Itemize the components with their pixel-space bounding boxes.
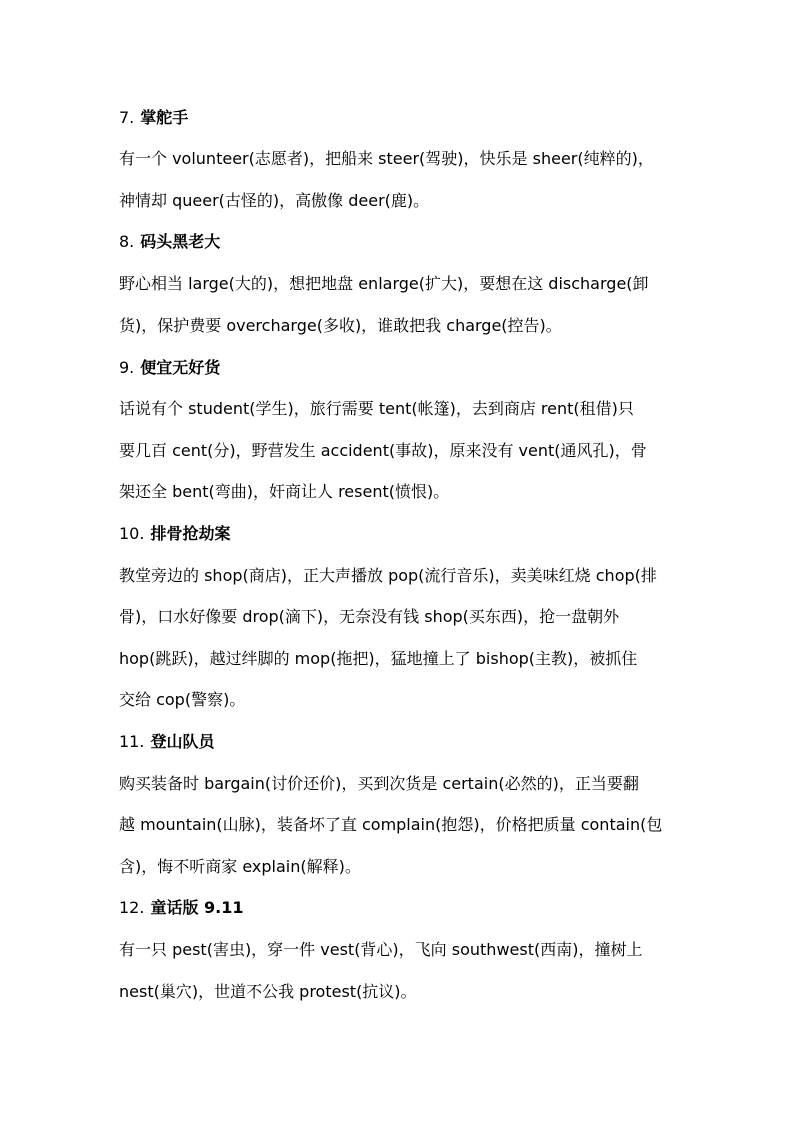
paragraph-line: 有一个 volunteer(志愿者)，把船来 steer(驾驶)，快乐是 sheer(纯粹的)， — [119, 149, 654, 168]
section-number: 10. — [119, 524, 145, 543]
paragraph-line: 话说有个 student(学生)，旅行需要 tent(帐篷)，去到商店 rent(租借)只 — [119, 399, 634, 418]
section-12-title — [119, 897, 244, 919]
paragraph-line: 越 mountain(山脉)，装备坏了直 complain(抱怨)，价格把质量 contain(包 — [119, 815, 663, 834]
section-number: 9. — [119, 358, 135, 377]
paragraph-line: 野心相当 large(大的)，想把地盘 enlarge(扩大)，要想在这 discharge(卸 — [119, 274, 649, 293]
paragraph-line: 购买装备时 bargain(讨价还价)，买到次货是 certain(必然的)，正当要翻 — [119, 774, 639, 793]
paragraph-line: 骨)，口水好像要 drop(滴下)，无奈没有钱 shop(买东西)，抢一盘朝外 — [119, 607, 620, 626]
paragraph-line: 要几百 cent(分)，野营发生 accident(事故)，原来没有 vent(通风孔)，骨 — [119, 441, 647, 460]
paragraph-line: 神情却 queer(古怪的)，高傲像 deer(鹿)。 — [119, 191, 430, 210]
paragraph-line: 教堂旁边的 shop(商店)，正大声播放 pop(流行音乐)，卖美味红烧 chop(排 — [119, 566, 657, 585]
section-heading: 童话版 9.11 — [150, 898, 244, 917]
section-heading: 码头黑老大 — [140, 232, 221, 251]
section-heading: 排骨抢劫案 — [150, 524, 231, 543]
section-heading: 登山队员 — [150, 732, 215, 751]
section-11-title — [119, 731, 214, 753]
paragraph-line: hop(跳跃)，越过绊脚的 mop(拖把)，猛地撞上了 bishop(主教)，被抓住 — [119, 649, 638, 668]
paragraph-line: 有一只 pest(害虫)，穿一件 vest(背心)，飞向 southwest(西南)，撞树上 — [119, 940, 643, 959]
paragraph-line: nest(巢穴)，世道不公我 protest(抗议)。 — [119, 982, 417, 1001]
section-9-title — [119, 357, 220, 379]
section-heading: 掌舵手 — [140, 108, 189, 127]
section-7-title — [119, 107, 188, 129]
paragraph-line: 架还全 bent(弯曲)，奸商让人 resent(愤恨)。 — [119, 482, 450, 501]
section-number: 11. — [119, 732, 145, 751]
section-8-title — [119, 231, 220, 253]
section-heading: 便宜无好货 — [140, 358, 221, 377]
section-number: 7. — [119, 108, 135, 127]
section-10-title — [119, 523, 230, 545]
section-number: 8. — [119, 232, 135, 251]
section-number: 12. — [119, 898, 145, 917]
paragraph-line: 货)，保护费要 overcharge(多收)，谁敢把我 charge(控告)。 — [119, 316, 562, 335]
paragraph-line: 交给 cop(警察)。 — [119, 690, 246, 709]
paragraph-line: 含)，悔不听商家 explain(解释)。 — [119, 857, 361, 876]
